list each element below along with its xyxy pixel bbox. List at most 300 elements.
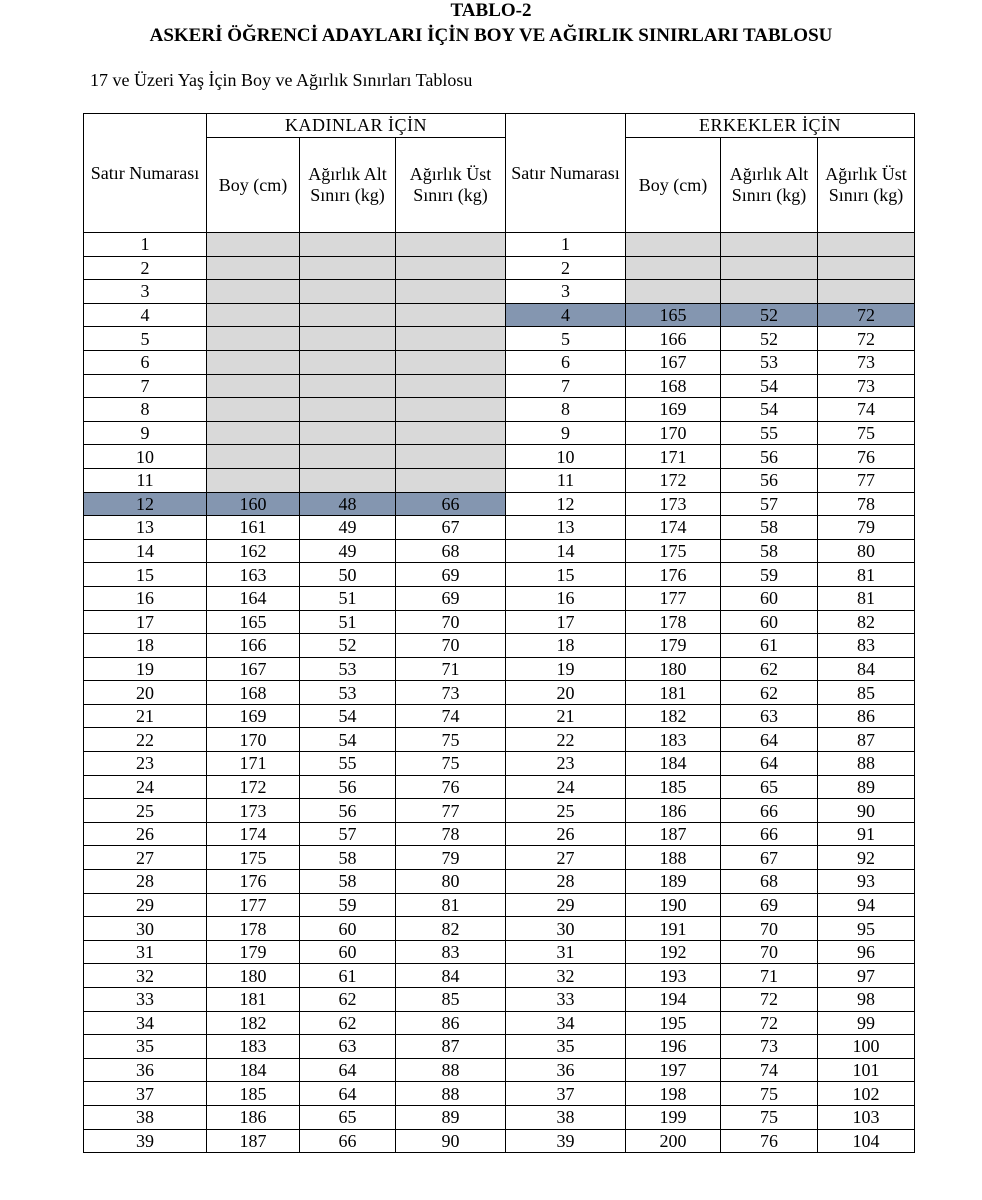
table-row: [84, 398, 915, 422]
men-weight-min-cell: 74: [721, 1058, 818, 1082]
men-height-header: Boy (cm): [626, 138, 721, 233]
men-height-cell: 183: [626, 728, 721, 752]
men-height-cell: 189: [626, 870, 721, 894]
women-row-number-cell: 13: [84, 516, 207, 540]
men-row-number-cell: 26: [506, 822, 626, 846]
men-weight-min-cell: 73: [721, 1035, 818, 1059]
table-row: [84, 610, 915, 634]
men-weight-max-cell: 81: [818, 563, 915, 587]
women-weight-min-cell: [300, 374, 396, 398]
women-height-cell: 171: [207, 752, 300, 776]
men-weight-max-cell: 104: [818, 1129, 915, 1153]
men-row-number-cell: 23: [506, 752, 626, 776]
men-weight-max-cell: 78: [818, 492, 915, 516]
men-height-cell: 192: [626, 940, 721, 964]
women-height-cell: 187: [207, 1129, 300, 1153]
men-row-number-cell: 19: [506, 657, 626, 681]
men-weight-max-cell: [818, 233, 915, 257]
women-weight-min-cell: 49: [300, 516, 396, 540]
men-weight-min-cell: 62: [721, 657, 818, 681]
women-height-cell: [207, 421, 300, 445]
women-height-cell: [207, 233, 300, 257]
men-weight-max-cell: 87: [818, 728, 915, 752]
women-height-cell: 165: [207, 610, 300, 634]
women-height-cell: 166: [207, 634, 300, 658]
men-weight-max-cell: 83: [818, 634, 915, 658]
women-height-cell: 164: [207, 586, 300, 610]
women-weight-max-cell: [396, 350, 506, 374]
men-height-cell: 178: [626, 610, 721, 634]
women-row-number-cell: 15: [84, 563, 207, 587]
women-height-cell: 175: [207, 846, 300, 870]
men-weight-min-cell: 64: [721, 728, 818, 752]
men-weight-min-cell: 54: [721, 374, 818, 398]
men-group-header: ERKEKLER İÇİN: [626, 114, 915, 138]
women-weight-max-cell: 69: [396, 563, 506, 587]
women-weight-max-cell: [396, 421, 506, 445]
table-row: [84, 586, 915, 610]
table-row: [84, 350, 915, 374]
women-row-number-cell: 27: [84, 846, 207, 870]
men-height-cell: 191: [626, 917, 721, 941]
women-weight-min-cell: 61: [300, 964, 396, 988]
men-weight-max-cell: 77: [818, 468, 915, 492]
women-weight-max-cell: [396, 398, 506, 422]
men-weight-max-cell: 94: [818, 893, 915, 917]
men-height-cell: 186: [626, 799, 721, 823]
women-weight-min-cell: 50: [300, 563, 396, 587]
men-weight-min-cell: 54: [721, 398, 818, 422]
women-height-cell: 185: [207, 1082, 300, 1106]
women-row-number-cell: 12: [84, 492, 207, 516]
women-row-number-cell: 3: [84, 280, 207, 304]
women-weight-min-cell: [300, 280, 396, 304]
women-weight-min-cell: 58: [300, 846, 396, 870]
women-weight-min-header: Ağırlık Alt Sınırı (kg): [300, 138, 396, 233]
women-weight-min-cell: 60: [300, 917, 396, 941]
men-weight-max-cell: 80: [818, 539, 915, 563]
women-height-cell: 162: [207, 539, 300, 563]
women-weight-max-cell: 88: [396, 1082, 506, 1106]
women-weight-max-cell: [396, 468, 506, 492]
men-height-cell: 169: [626, 398, 721, 422]
women-row-number-cell: 11: [84, 468, 207, 492]
women-height-cell: 181: [207, 988, 300, 1012]
men-height-cell: 170: [626, 421, 721, 445]
women-row-number-cell: 34: [84, 1011, 207, 1035]
women-row-number-cell: 6: [84, 350, 207, 374]
women-row-number-cell: 31: [84, 940, 207, 964]
table-row: [84, 917, 915, 941]
table-row: [84, 468, 915, 492]
men-weight-max-cell: 101: [818, 1058, 915, 1082]
men-row-number-cell: 8: [506, 398, 626, 422]
table-row: [84, 539, 915, 563]
women-weight-min-cell: [300, 350, 396, 374]
men-weight-min-cell: 70: [721, 940, 818, 964]
women-weight-min-cell: 54: [300, 728, 396, 752]
men-weight-max-cell: 73: [818, 350, 915, 374]
women-row-number-cell: 21: [84, 704, 207, 728]
men-height-cell: 199: [626, 1105, 721, 1129]
women-row-number-cell: 29: [84, 893, 207, 917]
women-height-cell: 176: [207, 870, 300, 894]
document-title: ASKERİ ÖĞRENCİ ADAYLARI İÇİN BOY VE AĞIRLIK SINIRLARI TABLOSU: [149, 25, 833, 46]
men-weight-min-cell: 59: [721, 563, 818, 587]
men-weight-max-cell: 73: [818, 374, 915, 398]
women-row-number-cell: 23: [84, 752, 207, 776]
women-row-number-cell: 19: [84, 657, 207, 681]
women-weight-max-cell: [396, 256, 506, 280]
table-row: [84, 1082, 915, 1106]
table-row: [84, 233, 915, 257]
women-weight-max-cell: 82: [396, 917, 506, 941]
men-height-cell: 171: [626, 445, 721, 469]
women-height-cell: 186: [207, 1105, 300, 1129]
men-height-cell: 195: [626, 1011, 721, 1035]
women-weight-max-cell: 68: [396, 539, 506, 563]
men-weight-max-cell: 75: [818, 421, 915, 445]
table-row: [84, 492, 915, 516]
table-row: [84, 657, 915, 681]
men-row-number-cell: 15: [506, 563, 626, 587]
table-row: [84, 1129, 915, 1153]
men-weight-max-cell: 72: [818, 303, 915, 327]
table-row: [84, 988, 915, 1012]
men-weight-max-cell: 90: [818, 799, 915, 823]
men-height-cell: 181: [626, 681, 721, 705]
table-row: [84, 374, 915, 398]
women-weight-max-cell: 69: [396, 586, 506, 610]
women-weight-min-cell: 66: [300, 1129, 396, 1153]
women-height-cell: 174: [207, 822, 300, 846]
women-weight-min-cell: 63: [300, 1035, 396, 1059]
women-row-number-cell: 17: [84, 610, 207, 634]
men-weight-min-cell: 71: [721, 964, 818, 988]
men-row-number-cell: 12: [506, 492, 626, 516]
men-row-number-cell: 24: [506, 775, 626, 799]
men-weight-min-cell: 58: [721, 516, 818, 540]
women-weight-min-cell: 52: [300, 634, 396, 658]
men-weight-min-cell: 66: [721, 822, 818, 846]
men-weight-max-cell: [818, 280, 915, 304]
table-row: [84, 728, 915, 752]
women-row-number-cell: 39: [84, 1129, 207, 1153]
men-height-cell: 172: [626, 468, 721, 492]
women-group-header: KADINLAR İÇİN: [207, 114, 506, 138]
women-weight-max-cell: 70: [396, 634, 506, 658]
men-weight-min-cell: 76: [721, 1129, 818, 1153]
women-weight-max-cell: 87: [396, 1035, 506, 1059]
table-row: [84, 822, 915, 846]
women-weight-min-cell: 60: [300, 940, 396, 964]
women-weight-min-cell: 53: [300, 681, 396, 705]
men-weight-min-cell: 68: [721, 870, 818, 894]
women-weight-max-cell: 89: [396, 1105, 506, 1129]
men-height-cell: 190: [626, 893, 721, 917]
men-row-number-cell: 18: [506, 634, 626, 658]
men-weight-max-cell: 76: [818, 445, 915, 469]
table-subtitle: 17 ve Üzeri Yaş İçin Boy ve Ağırlık Sınırları Tablosu: [90, 70, 473, 90]
men-weight-min-cell: [721, 256, 818, 280]
women-weight-min-cell: 51: [300, 610, 396, 634]
men-row-number-cell: 31: [506, 940, 626, 964]
table-row: [84, 870, 915, 894]
men-weight-min-cell: 63: [721, 704, 818, 728]
men-row-number-cell: 4: [506, 303, 626, 327]
women-weight-min-cell: 64: [300, 1082, 396, 1106]
women-weight-min-cell: [300, 398, 396, 422]
women-row-number-cell: 9: [84, 421, 207, 445]
men-weight-max-cell: 82: [818, 610, 915, 634]
women-row-number-cell: 16: [84, 586, 207, 610]
women-height-cell: 161: [207, 516, 300, 540]
table-body: [84, 233, 915, 1153]
women-row-number-cell: 36: [84, 1058, 207, 1082]
women-weight-min-cell: 53: [300, 657, 396, 681]
women-weight-max-cell: 86: [396, 1011, 506, 1035]
women-row-number-cell: 4: [84, 303, 207, 327]
men-row-number-cell: 29: [506, 893, 626, 917]
women-weight-min-cell: 49: [300, 539, 396, 563]
women-height-cell: 184: [207, 1058, 300, 1082]
women-row-number-cell: 28: [84, 870, 207, 894]
table-row: [84, 1011, 915, 1035]
men-weight-max-cell: 99: [818, 1011, 915, 1035]
women-weight-min-cell: 62: [300, 988, 396, 1012]
men-row-number-cell: 32: [506, 964, 626, 988]
table-row: [84, 893, 915, 917]
women-height-cell: 169: [207, 704, 300, 728]
women-weight-min-cell: 59: [300, 893, 396, 917]
men-row-number-cell: 14: [506, 539, 626, 563]
table-row: [84, 1105, 915, 1129]
men-weight-max-cell: 102: [818, 1082, 915, 1106]
men-row-number-cell: 39: [506, 1129, 626, 1153]
women-height-cell: 170: [207, 728, 300, 752]
men-weight-max-cell: 96: [818, 940, 915, 964]
men-row-number-cell: 36: [506, 1058, 626, 1082]
men-weight-min-cell: 60: [721, 586, 818, 610]
men-weight-min-cell: 62: [721, 681, 818, 705]
table-row: [84, 775, 915, 799]
women-weight-min-cell: 65: [300, 1105, 396, 1129]
men-row-number-cell: 30: [506, 917, 626, 941]
women-weight-max-cell: [396, 327, 506, 351]
women-weight-min-cell: 51: [300, 586, 396, 610]
women-weight-min-cell: 64: [300, 1058, 396, 1082]
men-weight-max-cell: 91: [818, 822, 915, 846]
women-weight-max-cell: 66: [396, 492, 506, 516]
women-height-cell: 163: [207, 563, 300, 587]
men-weight-min-cell: 52: [721, 327, 818, 351]
women-height-cell: [207, 374, 300, 398]
men-row-number-cell: 28: [506, 870, 626, 894]
men-weight-max-cell: 81: [818, 586, 915, 610]
men-weight-max-cell: 92: [818, 846, 915, 870]
women-height-cell: 160: [207, 492, 300, 516]
men-weight-min-cell: 75: [721, 1082, 818, 1106]
table-row: [84, 964, 915, 988]
men-weight-min-cell: 56: [721, 445, 818, 469]
women-weight-min-cell: 55: [300, 752, 396, 776]
men-row-number-cell: 35: [506, 1035, 626, 1059]
men-height-cell: 198: [626, 1082, 721, 1106]
women-weight-max-cell: 70: [396, 610, 506, 634]
women-row-number-cell: 30: [84, 917, 207, 941]
women-height-cell: 168: [207, 681, 300, 705]
men-height-cell: 188: [626, 846, 721, 870]
women-weight-max-cell: [396, 445, 506, 469]
women-height-cell: 180: [207, 964, 300, 988]
men-row-number-cell: 33: [506, 988, 626, 1012]
women-weight-max-cell: 75: [396, 752, 506, 776]
men-row-number-cell: 13: [506, 516, 626, 540]
men-weight-max-cell: 98: [818, 988, 915, 1012]
men-row-number-cell: 27: [506, 846, 626, 870]
men-row-number-cell: 10: [506, 445, 626, 469]
table-row: [84, 327, 915, 351]
men-height-cell: 168: [626, 374, 721, 398]
women-weight-min-cell: 56: [300, 799, 396, 823]
women-row-number-header: Satır Numarası: [84, 114, 207, 233]
women-height-cell: [207, 256, 300, 280]
women-weight-max-cell: 77: [396, 799, 506, 823]
men-weight-min-cell: [721, 233, 818, 257]
men-row-number-cell: 11: [506, 468, 626, 492]
men-row-number-cell: 37: [506, 1082, 626, 1106]
women-row-number-cell: 37: [84, 1082, 207, 1106]
women-weight-max-cell: 76: [396, 775, 506, 799]
men-height-cell: 193: [626, 964, 721, 988]
table-row: [84, 752, 915, 776]
women-height-cell: 182: [207, 1011, 300, 1035]
women-height-cell: [207, 327, 300, 351]
men-row-number-cell: 6: [506, 350, 626, 374]
women-row-number-cell: 18: [84, 634, 207, 658]
table-row: [84, 1058, 915, 1082]
men-weight-max-cell: 88: [818, 752, 915, 776]
women-weight-max-cell: 73: [396, 681, 506, 705]
women-weight-max-cell: 88: [396, 1058, 506, 1082]
women-row-number-cell: 35: [84, 1035, 207, 1059]
men-height-cell: [626, 233, 721, 257]
men-weight-max-cell: 84: [818, 657, 915, 681]
men-weight-min-cell: 52: [721, 303, 818, 327]
men-weight-min-cell: 65: [721, 775, 818, 799]
women-weight-max-header: Ağırlık Üst Sınırı (kg): [396, 138, 506, 233]
men-weight-min-cell: 60: [721, 610, 818, 634]
men-weight-max-cell: [818, 256, 915, 280]
men-weight-max-cell: 97: [818, 964, 915, 988]
women-height-header: Boy (cm): [207, 138, 300, 233]
women-height-cell: 167: [207, 657, 300, 681]
men-height-cell: 187: [626, 822, 721, 846]
height-weight-table: [83, 113, 915, 1153]
table-row: [84, 940, 915, 964]
men-row-number-cell: 7: [506, 374, 626, 398]
women-weight-max-cell: 81: [396, 893, 506, 917]
table-row: [84, 563, 915, 587]
men-weight-max-cell: 72: [818, 327, 915, 351]
table-row: [84, 681, 915, 705]
women-row-number-cell: 22: [84, 728, 207, 752]
men-row-number-cell: 1: [506, 233, 626, 257]
men-weight-min-cell: [721, 280, 818, 304]
men-row-number-cell: 38: [506, 1105, 626, 1129]
men-height-cell: 185: [626, 775, 721, 799]
women-weight-min-cell: [300, 327, 396, 351]
table-row: [84, 421, 915, 445]
women-height-cell: 172: [207, 775, 300, 799]
women-weight-min-cell: [300, 445, 396, 469]
men-height-cell: 184: [626, 752, 721, 776]
women-height-cell: 179: [207, 940, 300, 964]
table-row: [84, 256, 915, 280]
men-height-cell: 194: [626, 988, 721, 1012]
table-row: [84, 303, 915, 327]
women-row-number-cell: 2: [84, 256, 207, 280]
men-weight-max-cell: 100: [818, 1035, 915, 1059]
men-weight-max-cell: 86: [818, 704, 915, 728]
women-weight-max-cell: [396, 280, 506, 304]
men-weight-min-cell: 66: [721, 799, 818, 823]
men-weight-max-cell: 95: [818, 917, 915, 941]
men-row-number-cell: 9: [506, 421, 626, 445]
men-height-cell: 167: [626, 350, 721, 374]
men-weight-min-cell: 72: [721, 988, 818, 1012]
men-height-cell: [626, 256, 721, 280]
women-weight-max-cell: 78: [396, 822, 506, 846]
women-row-number-cell: 25: [84, 799, 207, 823]
women-row-number-cell: 1: [84, 233, 207, 257]
women-weight-min-cell: [300, 421, 396, 445]
women-row-number-cell: 14: [84, 539, 207, 563]
men-height-cell: 175: [626, 539, 721, 563]
men-height-cell: 174: [626, 516, 721, 540]
men-row-number-header: Satır Numarası: [506, 114, 626, 233]
men-weight-min-cell: 55: [721, 421, 818, 445]
women-weight-max-cell: 80: [396, 870, 506, 894]
women-row-number-cell: 20: [84, 681, 207, 705]
men-weight-max-cell: 79: [818, 516, 915, 540]
men-row-number-cell: 5: [506, 327, 626, 351]
men-weight-min-cell: 75: [721, 1105, 818, 1129]
men-weight-min-cell: 67: [721, 846, 818, 870]
men-row-number-cell: 2: [506, 256, 626, 280]
men-weight-max-cell: 74: [818, 398, 915, 422]
women-row-number-cell: 10: [84, 445, 207, 469]
women-row-number-cell: 26: [84, 822, 207, 846]
men-row-number-cell: 22: [506, 728, 626, 752]
women-height-cell: [207, 398, 300, 422]
men-weight-max-header: Ağırlık Üst Sınırı (kg): [818, 138, 915, 233]
women-row-number-cell: 5: [84, 327, 207, 351]
men-weight-min-cell: 57: [721, 492, 818, 516]
women-height-cell: [207, 350, 300, 374]
women-row-number-cell: 33: [84, 988, 207, 1012]
men-weight-max-cell: 89: [818, 775, 915, 799]
women-weight-min-cell: 56: [300, 775, 396, 799]
women-row-number-cell: 38: [84, 1105, 207, 1129]
men-height-cell: 197: [626, 1058, 721, 1082]
table-row: [84, 846, 915, 870]
table-row: [84, 704, 915, 728]
men-weight-min-header: Ağırlık Alt Sınırı (kg): [721, 138, 818, 233]
women-weight-min-cell: 54: [300, 704, 396, 728]
table-row: [84, 799, 915, 823]
women-height-cell: 183: [207, 1035, 300, 1059]
